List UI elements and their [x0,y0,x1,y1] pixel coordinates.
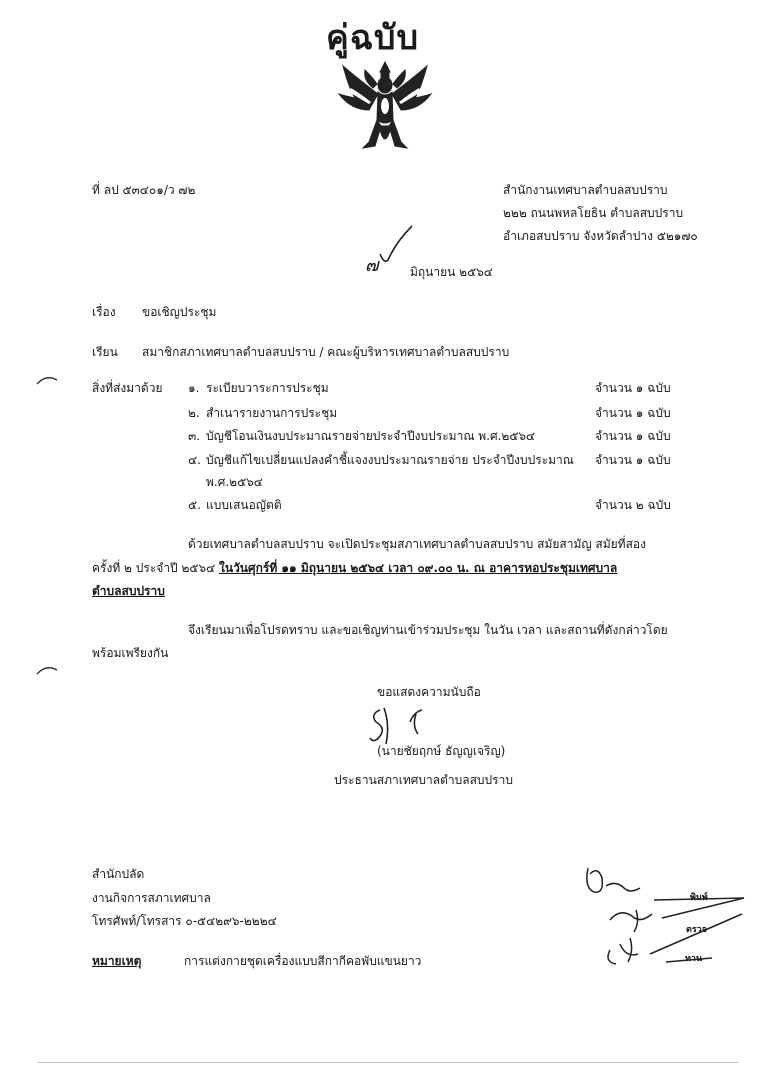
attachment-text: แบบเสนอญัตติ [206,498,282,512]
closing-salutation: ขอแสดงความนับถือ [377,685,481,699]
scan-edge-line [38,1062,738,1063]
attachment-item-1 [188,380,508,396]
date-month-year: มิถุนายน ๒๕๖๔ [410,265,493,279]
garuda-emblem-icon [335,58,435,154]
attachments-label: สิ่งที่ส่งมาด้วย [92,381,163,395]
footer-department: สำนักปลัด [92,867,145,881]
recipient-text: สมาชิกสภาเทศบาลตำบลสบปราบ / คณะผู้บริหารเทศบาลตำบลสบปราบ [142,345,510,359]
attachment-number: ๑. [188,381,200,395]
attachment-text: ระเบียบวาระการประชุม [206,381,329,395]
body-paragraph-1-line1: ด้วยเทศบาลตำบลสบปราบ จะเปิดประชุมสภาเทศบาลตำบลสบปราบ สมัยสามัญ สมัยที่สอง [188,537,646,551]
attachment-item-4 [188,452,588,468]
sender-address-line2: อำเภอสบปราบ จังหวัดลำปาง ๕๒๑๗๐ [503,229,698,243]
note-text: การแต่งกายชุดเครื่องแบบสีกากีคอพับแขนยาว [184,954,422,968]
body-text: ครั้งที่ ๒ ประจำปี ๒๕๖๔ [92,561,219,575]
initial-label-print: พิมพ์ [690,893,708,903]
attachment-text: สำเนารายงานการประชุม [206,406,338,420]
attachment-number: ๕. [188,498,201,512]
attachment-item-5 [188,497,508,513]
copy-stamp: คู่ฉบับ [326,18,420,58]
note-label: หมายเหตุ [92,954,142,968]
footer-unit: งานกิจการสภาเทศบาล [92,891,211,905]
signer-title: ประธานสภาเทศบาลตำบลสบปราบ [334,773,513,787]
attachment-quantity: จำนวน ๒ ฉบับ [595,498,671,512]
attachment-quantity: จำนวน ๑ ฉบับ [595,429,671,443]
date-checkmark-signature [378,224,414,268]
attachment-number: ๒. [188,406,200,420]
body-paragraph-1-line2 [92,560,617,576]
attachment-item-3 [188,428,588,444]
meeting-place-emphasis: ตำบลสบปราบ [92,584,165,598]
attachment-number: ๔. [188,453,201,467]
attachment-item-2 [188,405,508,421]
signature-icon [366,700,446,746]
subject-label: เรื่อง [92,305,116,319]
punch-mark-icon [36,374,58,386]
punch-mark-icon [36,664,58,676]
initials-signatures [580,858,750,976]
meeting-datetime-emphasis: ในวันศุกร์ที่ ๑๑ มิถุนายน ๒๕๖๔ เวลา ๐๙.๐๐ น. ณ อาคารหอประชุมเทศบาล [219,561,618,575]
initial-label-check: ตรวจ [686,925,708,935]
initial-label-tan: ทาน [685,954,703,964]
subject-text: ขอเชิญประชุม [142,305,217,319]
date-day: ๗ [365,255,379,276]
attachment-text: บัญชีโอนเงินงบประมาณรายจ่ายประจำปีงบประมาณ พ.ศ.๒๕๖๔ [206,429,536,443]
body-paragraph-2-line1: จึงเรียนมาเพื่อโปรดทราบ และขอเชิญท่านเข้าร่วมประชุม ในวัน เวลา และสถานที่ดังกล่าวโดย [188,623,668,637]
footer-phone: โทรศัพท์/โทรสาร ๐-๕๔๒๙๖-๒๒๒๔ [92,914,277,928]
attachment-text-continued: พ.ศ.๒๕๖๔ [206,475,263,489]
attachment-quantity: จำนวน ๑ ฉบับ [595,406,671,420]
sender-office: สำนักงานเทศบาลตำบลสบปราบ [503,183,668,197]
signer-name: (นายชัยฤกษ์ ธัญญเจริญ) [377,744,506,758]
attachment-quantity: จำนวน ๑ ฉบับ [595,381,671,395]
sender-address-line1: ๒๒๒ ถนนพหลโยธิน ตำบลสบปราบ [503,206,684,220]
attachment-text: บัญชีแก้ไขเปลี่ยนแปลงคำชี้แจงงบประมาณรายจ่าย ประจำปีงบประมาณ [206,453,574,467]
recipient-label: เรียน [92,345,118,359]
attachment-number: ๓. [188,429,201,443]
attachment-quantity: จำนวน ๑ ฉบับ [595,453,671,467]
document-number: ที่ ลป ๕๓๔๐๑/ว ๗๒ [92,183,196,197]
body-paragraph-2-line2: พร้อมเพรียงกัน [92,646,169,660]
